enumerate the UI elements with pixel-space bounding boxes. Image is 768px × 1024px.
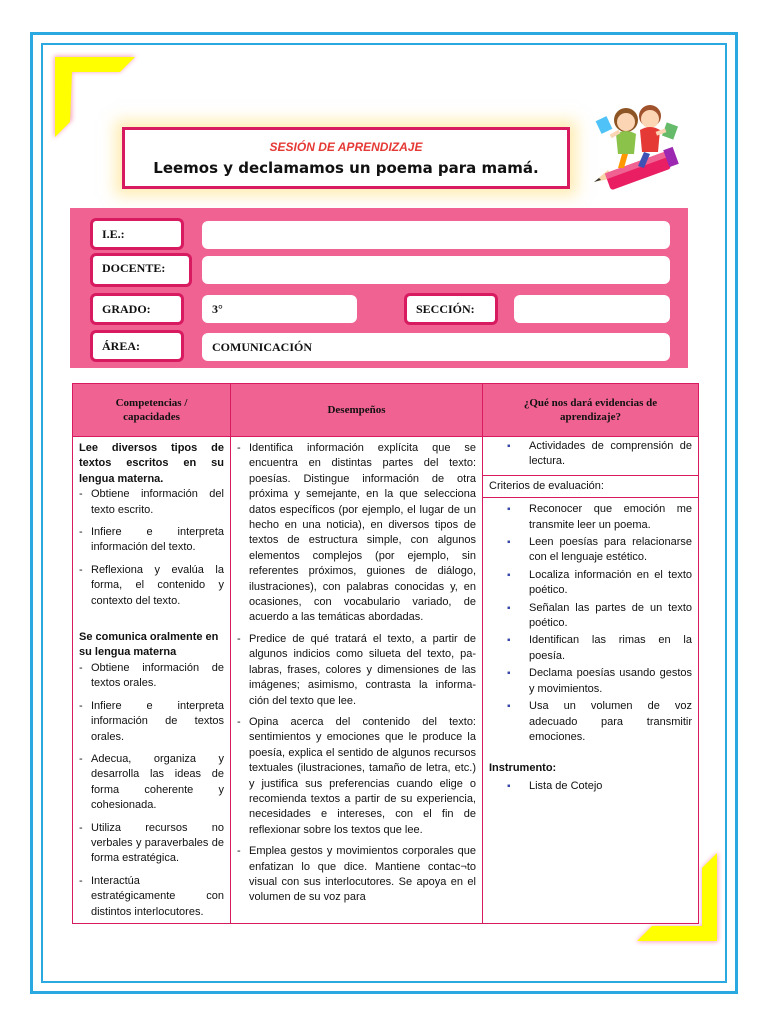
learning-table bbox=[72, 383, 699, 924]
grado-label bbox=[90, 293, 184, 325]
ie-label bbox=[90, 218, 184, 250]
desempeno-item: - Emplea gestos y movimientos corporales que enfatizan lo que dice. Mantiene contac¬to visual con sus interlocutores. Se apoya en el volumen de su voz para bbox=[237, 844, 476, 906]
area-field[interactable]: COMUNICACIÓN bbox=[202, 333, 670, 361]
evidencia-item: ▪ Actividades de comprensión de lectura. bbox=[483, 439, 692, 470]
header-evidencias: ¿Qué nos dará evidencias de aprendizaje? bbox=[483, 384, 699, 437]
criterio-item: ▪ Reconocer que emoción me transmite leer un poema. bbox=[483, 502, 692, 533]
capacidad-item: - Obtiene información del texto escrito. bbox=[79, 487, 224, 518]
competencia-title: Se comunica oralmente en su lengua materna bbox=[79, 631, 219, 659]
header-desempenos: Desempeños bbox=[231, 384, 483, 437]
criterio-item: ▪ Señalan las partes de un texto poético. bbox=[483, 601, 692, 632]
criterio-item: ▪ Usa un volumen de voz adecuado para transmitir emociones. bbox=[483, 699, 692, 745]
ie-label-text: I.E.: bbox=[102, 226, 125, 241]
capacidad-item: - Infiere e interpreta información de textos orales. bbox=[79, 699, 224, 745]
grado-label-text: GRADO: bbox=[102, 301, 151, 316]
header-competencias: Competencias / capacidades bbox=[73, 384, 231, 437]
docente-label bbox=[90, 253, 192, 287]
capacidad-item: - Reflexiona y evalúa la forma, el contenido y contexto del texto. bbox=[79, 563, 224, 609]
competencia-title: Lee diversos tipos de textos escritos en su lengua materna. bbox=[79, 442, 224, 485]
capacidad-item: - Obtiene información de textos orales. bbox=[79, 661, 224, 692]
desempeno-item: - Identifica información explícita que se encuentra en distintas partes del texto: poesías. Distingue información de otra próxima y semejante, en la que selecciona datos específicos (por ejemplo, el lugar de un hecho en una noticia), en diversos tipos de textos de estructura simple, con algunos elementos complejos (por ejemplo, sin referentes próximos, guiones de diálogo, ilustraciones), con palabras conocidas y, en ocasiones, con vocabulario variado, de acuerdo a las temáticas abordadas. bbox=[237, 441, 476, 626]
criterio-item: ▪ Localiza información en el texto poético. bbox=[483, 568, 692, 599]
session-title: Leemos y declamamos un poema para mamá. bbox=[153, 159, 539, 177]
session-title-box bbox=[122, 127, 570, 189]
desempenos-cell bbox=[231, 437, 482, 923]
seccion-label-text: SECCIÓN: bbox=[416, 301, 475, 316]
criterio-item: ▪ Leen poesías para relacionarse con el lenguaje estético. bbox=[483, 535, 692, 566]
seccion-field[interactable] bbox=[514, 295, 670, 323]
competencias-cell bbox=[73, 437, 230, 923]
criterio-item: ▪ Declama poesías usando gestos y movimientos. bbox=[483, 666, 692, 697]
session-label: SESIÓN DE APRENDIZAJE bbox=[269, 140, 423, 154]
ie-field[interactable] bbox=[202, 221, 670, 249]
docente-label-text: DOCENTE: bbox=[102, 261, 166, 275]
capacidad-item: - Utiliza recursos no verbales y paraverbales de forma estratégica. bbox=[79, 821, 224, 867]
capacidad-item: - Interactúa estratégicamente con distintos interlocutores. bbox=[79, 874, 224, 920]
kids-on-pencil-illustration bbox=[588, 96, 688, 192]
criterio-item: ▪ Identifican las rimas en la poesía. bbox=[483, 633, 692, 664]
desempeno-item: - Predice de qué tratará el texto, a partir de algunos indicios como silueta del texto, pa- labras, frases, colores y dimensiones de las imágenes; asimismo, contrasta la informa- ción del texto que lee. bbox=[237, 632, 476, 709]
evidencias-cell bbox=[483, 437, 698, 923]
seccion-label bbox=[404, 293, 498, 325]
desempeno-item: - Opina acerca del contenido del texto: sentimientos y emociones que le produce la poesía, explica el sentido de algunos recursos textuales (ilustraciones, tamaño de letra, etc.) y justifica sus preferencias cuando elige o recomienda textos a partir de su experiencia, necesidades e intereses, con el fin de reflexionar sobre los textos que lee. bbox=[237, 715, 476, 838]
capacidad-item: - Infiere e interpreta información del texto. bbox=[79, 525, 224, 556]
grado-field[interactable]: 3° bbox=[202, 295, 357, 323]
area-label bbox=[90, 330, 184, 362]
instrumento-label: Instrumento: bbox=[489, 762, 557, 775]
instrumento-item: ▪ Lista de Cotejo bbox=[483, 779, 692, 794]
criterios-label: Criterios de evaluación: bbox=[483, 475, 698, 498]
area-label-text: ÁREA: bbox=[102, 338, 140, 353]
capacidad-item: - Adecua, organiza y desarrolla las ideas de forma coherente y cohesionada. bbox=[79, 752, 224, 814]
docente-field[interactable] bbox=[202, 256, 670, 284]
